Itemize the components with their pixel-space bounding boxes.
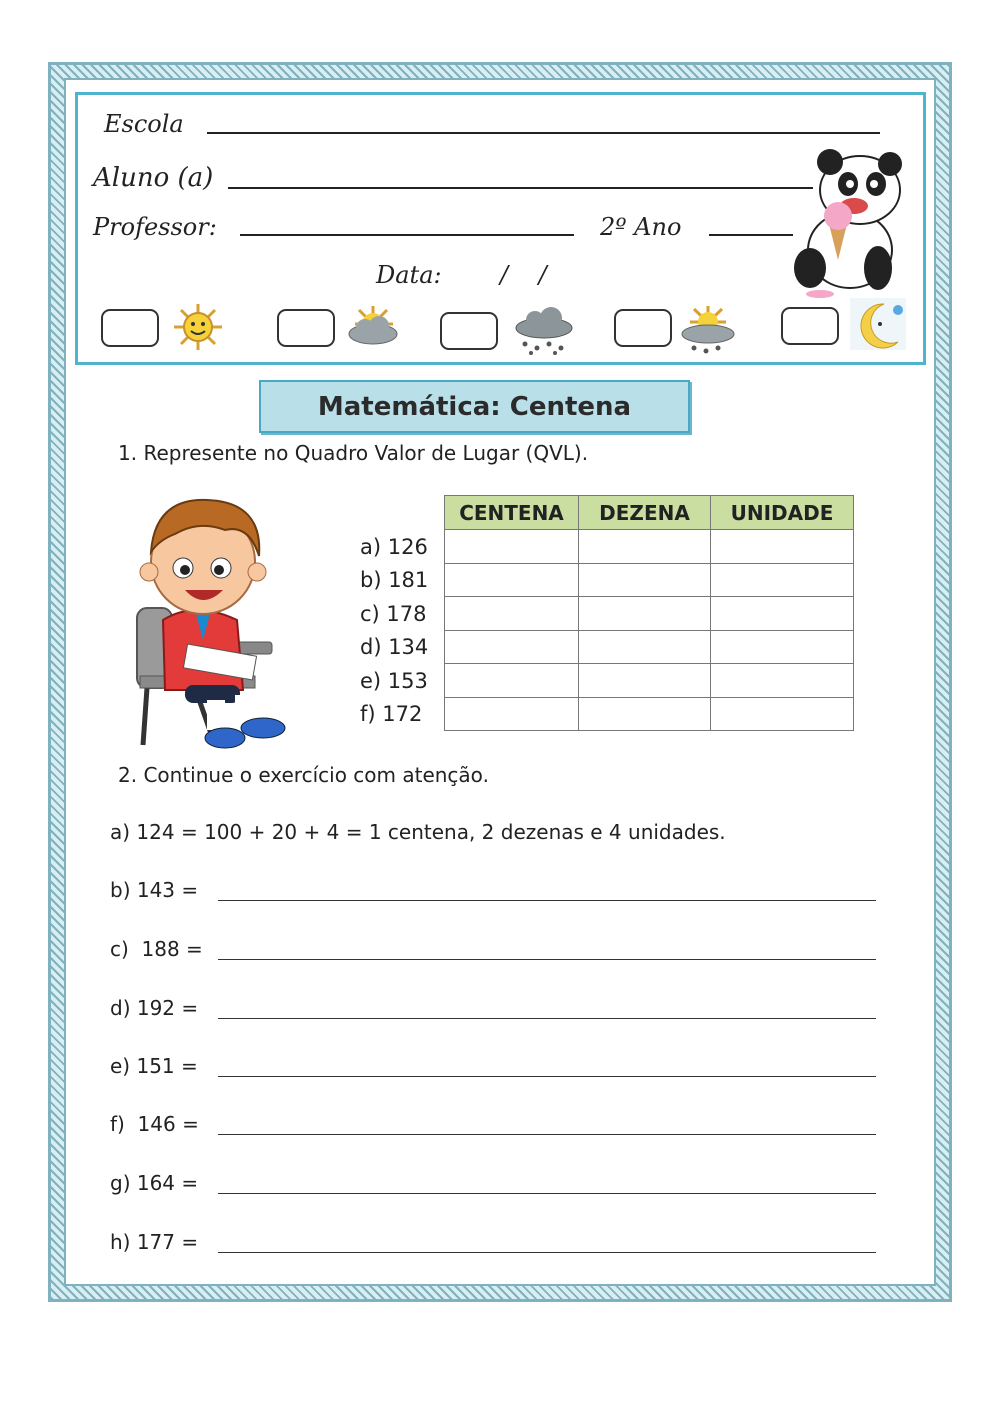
- teacher-field[interactable]: [240, 234, 574, 236]
- date-label: Data:: [376, 261, 442, 289]
- qvl-item-label: e) 153: [360, 669, 428, 693]
- qvl-header-row: [445, 496, 854, 530]
- column-header-unidade: UNIDADE: [711, 496, 854, 530]
- page-title: Matemática: Centena: [317, 391, 632, 422]
- table-row: [445, 630, 854, 664]
- column-header-dezena: DEZENA: [579, 496, 711, 530]
- qvl-table: [444, 495, 854, 731]
- grade-label: 2º Ano: [600, 213, 682, 241]
- table-cell[interactable]: [579, 664, 711, 698]
- answer-line[interactable]: [218, 1252, 876, 1253]
- exercise-label: d) 192 =: [110, 996, 199, 1020]
- table-cell[interactable]: [579, 630, 711, 664]
- sun-icon: [170, 302, 226, 352]
- title-box: [259, 380, 690, 433]
- table-cell[interactable]: [579, 563, 711, 597]
- table-cell[interactable]: [445, 563, 579, 597]
- table-row: [445, 664, 854, 698]
- exercise-label: e) 151 =: [110, 1054, 198, 1078]
- qvl-item-label: a) 126: [360, 535, 428, 559]
- table-cell[interactable]: [579, 597, 711, 631]
- table-row: [445, 597, 854, 631]
- sun-rain-cloud-icon: [678, 304, 738, 354]
- weather-checkbox-night[interactable]: [781, 307, 839, 345]
- table-cell[interactable]: [445, 597, 579, 631]
- date-field[interactable]: / /: [500, 261, 547, 289]
- table-cell[interactable]: [579, 697, 711, 731]
- column-header-centena: CENTENA: [445, 496, 579, 530]
- answer-line[interactable]: [218, 1134, 876, 1135]
- answer-line[interactable]: [218, 959, 876, 960]
- weather-checkbox-rainy[interactable]: [440, 312, 498, 350]
- sun-cloud-icon: [343, 304, 401, 348]
- qvl-item-label: d) 134: [360, 635, 429, 659]
- weather-checkbox-partly-cloudy[interactable]: [277, 309, 335, 347]
- table-cell[interactable]: [711, 664, 854, 698]
- qvl-item-label: c) 178: [360, 602, 427, 626]
- question-1-prompt: 1. Represente no Quadro Valor de Lugar (QVL).: [118, 441, 589, 465]
- exercise-label: f) 146 =: [110, 1112, 199, 1136]
- qvl-item-label: f) 172: [360, 702, 423, 726]
- table-cell[interactable]: [711, 597, 854, 631]
- weather-checkbox-sun-rain[interactable]: [614, 309, 672, 347]
- table-cell[interactable]: [445, 630, 579, 664]
- answer-line[interactable]: [218, 900, 876, 901]
- table-cell[interactable]: [445, 697, 579, 731]
- panda-icon: [780, 140, 910, 300]
- teacher-label: Professor:: [93, 213, 217, 241]
- table-row: [445, 697, 854, 731]
- example-line: a) 124 = 100 + 20 + 4 = 1 centena, 2 dezenas e 4 unidades.: [110, 820, 726, 844]
- table-row: [445, 563, 854, 597]
- table-cell[interactable]: [711, 563, 854, 597]
- answer-line[interactable]: [218, 1193, 876, 1194]
- moon-icon: [850, 298, 906, 350]
- school-field[interactable]: [207, 132, 880, 134]
- question-2-prompt: 2. Continue o exercício com atenção.: [118, 763, 489, 787]
- weather-checkbox-sunny[interactable]: [101, 309, 159, 347]
- table-cell[interactable]: [711, 697, 854, 731]
- answer-line[interactable]: [218, 1076, 876, 1077]
- table-cell[interactable]: [445, 530, 579, 564]
- student-boy-icon: [125, 490, 300, 765]
- qvl-item-label: b) 181: [360, 568, 429, 592]
- table-cell[interactable]: [579, 530, 711, 564]
- student-label: Aluno (a): [93, 163, 214, 193]
- exercise-label: b) 143 =: [110, 878, 199, 902]
- exercise-label: g) 164 =: [110, 1171, 199, 1195]
- table-cell[interactable]: [711, 630, 854, 664]
- exercise-label: h) 177 =: [110, 1230, 199, 1254]
- school-label: Escola: [104, 110, 184, 138]
- table-cell[interactable]: [445, 664, 579, 698]
- student-field[interactable]: [228, 187, 813, 189]
- table-row: [445, 530, 854, 564]
- rain-cloud-icon: [511, 306, 577, 356]
- answer-line[interactable]: [218, 1018, 876, 1019]
- exercise-label: c) 188 =: [110, 937, 203, 961]
- table-cell[interactable]: [711, 530, 854, 564]
